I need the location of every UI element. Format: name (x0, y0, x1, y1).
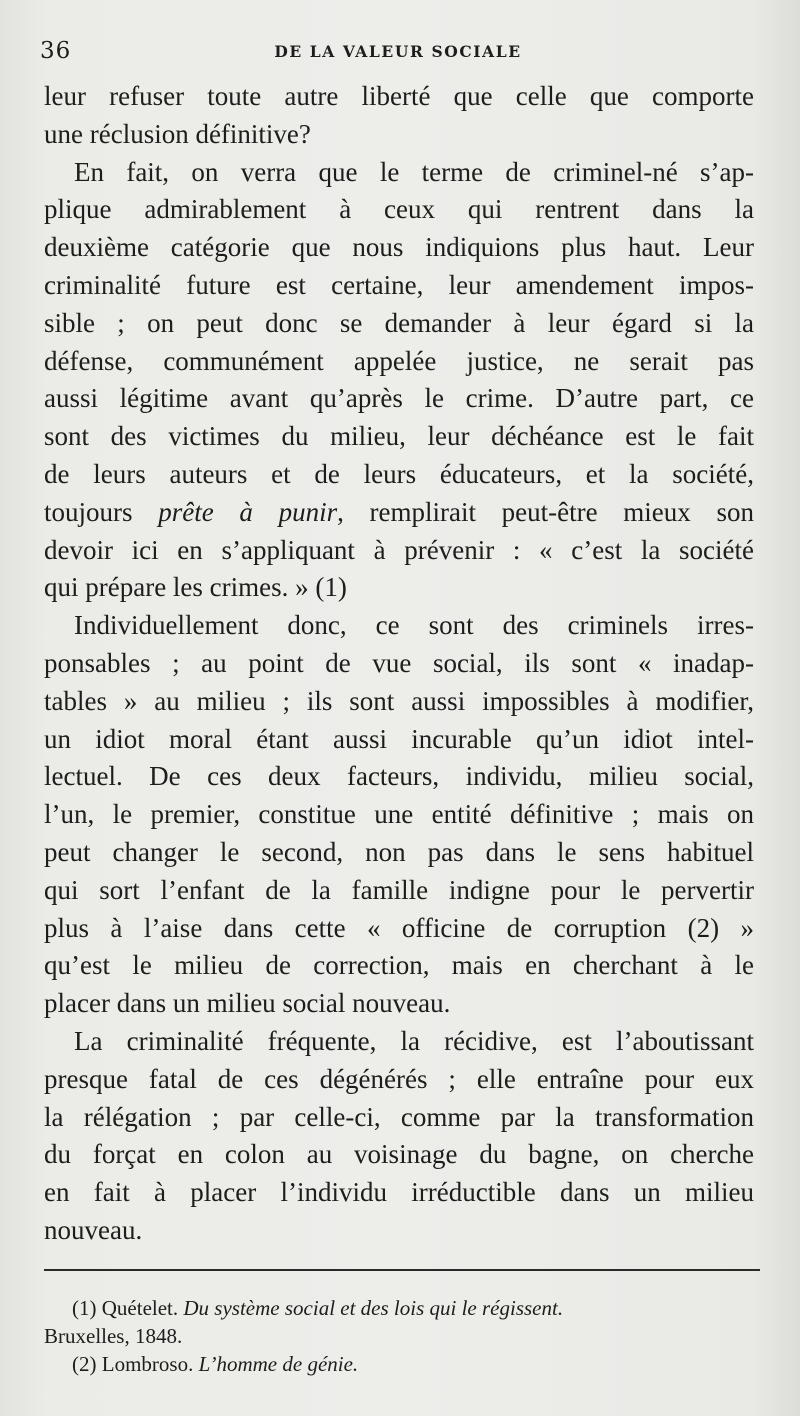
footnote-2 (44, 1350, 760, 1378)
text-line: aussi légitime avant qu’après le crime. D’autre part, ce (44, 383, 754, 414)
text-line: sible ; on peut donc se demander à leur égard si la (44, 307, 754, 338)
text-line: un idiot moral étant aussi incurable qu’un idiot intel- (44, 723, 754, 754)
footnotes (44, 1294, 760, 1378)
text-line: placer dans un milieu social nouveau. (44, 988, 451, 1019)
text-line: deuxième catégorie que nous indiquions plus haut. Leur (44, 232, 754, 263)
text-line: une réclusion définitive? (44, 118, 311, 149)
footnote-title: Du système social et des lois qui le régissent. (183, 1296, 564, 1320)
text-line: La criminalité fréquente, la récidive, est l’aboutissant (74, 1025, 754, 1056)
text-line: nouveau. (44, 1214, 143, 1245)
footnote-1 (44, 1294, 760, 1322)
footnote-divider (44, 1269, 760, 1271)
text-line: Individuellement donc, ce sont des criminels irres- (74, 610, 754, 641)
footnote-author: Quételet. (101, 1296, 179, 1320)
text-line: tables » au milieu ; ils sont aussi impossibles à modifier, (44, 685, 754, 716)
text-line: sont des victimes du milieu, leur déchéance est le fait (44, 421, 754, 452)
footnote-1-continuation: Bruxelles, 1848. (44, 1324, 183, 1348)
page-number: 36 (40, 38, 72, 64)
text-line: l’un, le premier, constitue une entité définitive ; mais on (44, 799, 754, 830)
running-head: DE LA VALEUR SOCIALE (274, 42, 522, 61)
text-segment: toujours (44, 496, 159, 527)
text-line: en fait à placer l’individu irréductible dans un milieu (44, 1177, 754, 1208)
text-line: presque fatal de ces dégénérés ; elle entraîne pour eux (44, 1063, 754, 1094)
text-line: qu’est le milieu de correction, mais en cherchant à le (44, 950, 754, 981)
text-line: plus à l’aise dans cette « officine de corruption (2) » (44, 912, 754, 943)
text-line: défense, communément appelée justice, ne serait pas (44, 345, 754, 376)
body-text (44, 78, 754, 1250)
text-line: peut changer le second, non pas dans le sens habituel (44, 836, 754, 867)
text-line: En fait, on verra que le terme de criminel-né s’ap- (74, 156, 754, 187)
italic-phrase: prête à punir (158, 496, 338, 527)
text-line: plique admirablement à ceux qui rentrent dans la (44, 194, 754, 225)
page-header (40, 38, 756, 66)
text-line: qui prépare les crimes. » (1) (44, 572, 347, 603)
footnote-marker: (2) (72, 1352, 97, 1376)
footnote-author: Lombroso. (101, 1352, 194, 1376)
text-line: devoir ici en s’appliquant à prévenir : « c’est la société (44, 534, 754, 565)
text-line: la rélégation ; par celle-ci, comme par la transformation (44, 1101, 754, 1132)
footnote-marker: (1) (72, 1296, 97, 1320)
text-line: leur refuser toute autre liberté que celle que comporte (44, 81, 754, 111)
text-line: lectuel. De ces deux facteurs, individu, milieu social, (44, 761, 754, 792)
text-line: qui sort l’enfant de la famille indigne pour le pervertir (44, 874, 754, 905)
text-line: de leurs auteurs et de leurs éducateurs, et la société, (44, 458, 754, 489)
text-line (44, 494, 754, 532)
text-line: criminalité future est certaine, leur amendement impos- (44, 269, 754, 300)
footnote-title: L’homme de génie. (198, 1352, 359, 1376)
text-line: du forçat en colon au voisinage du bagne, on cherche (44, 1139, 754, 1170)
text-segment: , remplirait peut-être mieux son (337, 496, 754, 527)
text-line: ponsables ; au point de vue social, ils sont « inadap- (44, 647, 754, 678)
